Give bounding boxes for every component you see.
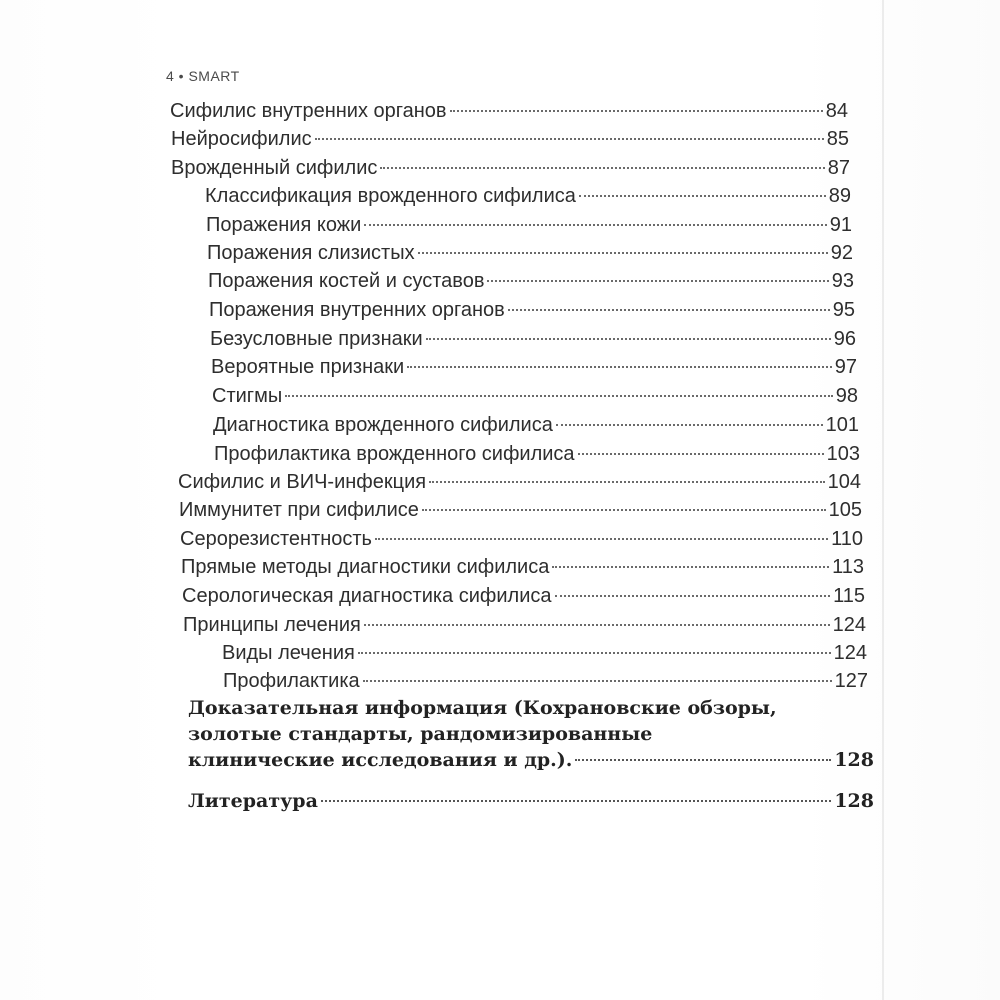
literature-entry [188,788,878,814]
toc-entry [210,326,856,352]
toc-entry-title: Серологическая диагностика сифилиса [182,585,552,607]
toc-entry [171,126,849,152]
leader-dots [429,481,825,483]
toc-entry [180,526,863,552]
toc-entry-page: 91 [829,214,852,236]
toc-entry [205,183,851,209]
toc-entry-title: Профилактика [223,670,360,692]
leader-dots [579,195,826,197]
leader-dots [556,424,823,426]
toc-entry-title: Безусловные признаки [210,328,423,350]
toc-entry-title: Диагностика врожденного сифилиса [213,414,553,436]
leader-dots [422,509,826,511]
evidence-title-line-2: золотые стандарты, рандомизированные [188,723,653,745]
leader-dots [575,759,831,761]
toc-entry [208,268,854,294]
toc-entry-title: Вероятные признаки [211,356,405,378]
literature-title: Литература [188,790,318,812]
running-header: 4 • SMART [166,68,240,84]
toc-entry-title: Поражения костей и суставов [208,270,485,292]
evidence-page: 128 [834,749,874,771]
leader-dots [321,800,831,802]
toc-entry-title: Серорезистентность [180,528,372,550]
toc-entry-title: Поражения кожи [206,214,362,236]
literature-row [188,788,878,814]
toc-entry [170,98,848,124]
toc-entry-page: 110 [831,528,863,550]
toc-entry-title: Нейросифилис [171,128,312,150]
leader-dots [380,167,824,169]
toc-entry-page: 124 [832,614,866,636]
toc-entry [171,155,850,181]
leader-dots [426,338,831,340]
toc-entry-title: Профилактика врожденного сифилиса [214,443,575,465]
toc-entry-page: 103 [826,443,860,465]
toc-entry-page: 93 [831,270,854,292]
leader-dots [418,252,828,254]
toc-entry-title: Иммунитет при сифилисе [179,499,419,521]
literature-page: 128 [834,790,874,812]
toc-entry [222,640,867,666]
toc-entry [214,441,860,467]
toc-entry [211,354,857,380]
leader-dots [375,538,828,540]
leader-dots [508,309,830,311]
toc-entry-page: 87 [827,157,850,179]
toc-entry-title: Стигмы [212,385,283,407]
toc-entry-title: Классификация врожденного сифилиса [205,185,576,207]
toc-entry-page: 96 [833,328,856,350]
toc-entry [179,497,862,523]
toc-entry-page: 95 [832,299,855,321]
toc-entry-page: 101 [825,414,859,436]
toc-entry-title: Врожденный сифилис [171,157,378,179]
leader-dots [552,566,829,568]
toc-entry-page: 127 [834,670,868,692]
leader-dots [364,624,830,626]
evidence-entry [188,695,878,773]
toc-entry-title: Поражения слизистых [207,242,415,264]
toc-entry-title: Сифилис внутренних органов [170,100,447,122]
toc-entry-title: Прямые методы диагностики сифилиса [181,556,550,578]
leader-dots [364,224,826,226]
toc-entry [206,212,852,238]
toc-entry [207,240,853,266]
leader-dots [555,595,831,597]
evidence-title-text: клинические исследования и др.). [188,749,573,771]
toc-entry [183,612,866,638]
leader-dots [285,395,833,397]
toc-entry-title: Принципы лечения [183,614,361,636]
leader-dots [487,280,828,282]
toc-entry [178,469,861,495]
leader-dots [315,138,824,140]
toc-entry-title: Виды лечения [222,642,355,664]
toc-entry-page: 115 [833,585,865,607]
toc-entry-page: 124 [833,642,867,664]
leader-dots [407,366,832,368]
toc-entry-page: 98 [835,385,858,407]
leader-dots [363,680,832,682]
toc-entry [209,297,855,323]
toc-entry-title: Сифилис и ВИЧ-инфекция [178,471,427,493]
toc-entry-page: 89 [828,185,851,207]
toc-entry-page: 104 [827,471,861,493]
leader-dots [578,453,824,455]
toc-entry-page: 85 [826,128,849,150]
toc-entry [213,412,859,438]
toc-entry [223,668,868,694]
toc-entry-page: 84 [825,100,848,122]
toc-entry [182,583,865,609]
leader-dots [358,652,831,654]
toc-entry-page: 113 [832,556,864,578]
leader-dots [450,110,823,112]
toc-entry [212,383,858,409]
toc-entry-title: Поражения внутренних органов [209,299,505,321]
toc-entry [181,554,864,580]
toc-entry-page: 97 [834,356,857,378]
toc-entry-page: 105 [828,499,862,521]
toc-entry-page: 92 [830,242,853,264]
evidence-title-line-3 [188,747,878,773]
evidence-title-line-1: Доказательная информация (Кохрановские обзоры, [188,697,777,719]
